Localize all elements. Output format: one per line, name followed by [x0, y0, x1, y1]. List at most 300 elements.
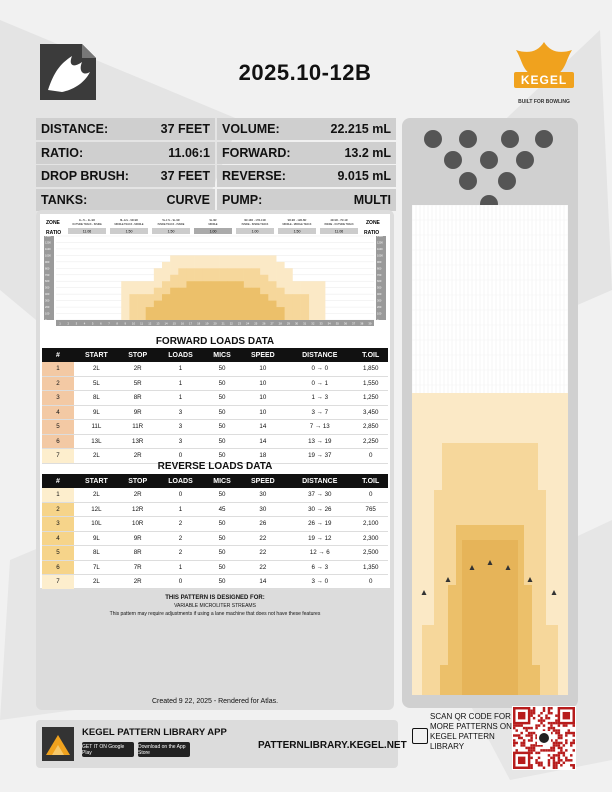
table-cell: 1: [157, 362, 205, 376]
oil-layer-inner: [219, 281, 227, 320]
table-row: [42, 531, 388, 546]
x-tick: 8: [116, 321, 118, 326]
qr-module: [543, 749, 545, 751]
qr-module: [528, 732, 530, 734]
qr-module: [548, 749, 550, 751]
qr-module: [530, 714, 532, 716]
x-tick: 33: [319, 321, 323, 326]
qr-module: [573, 764, 575, 766]
qr-module: [530, 752, 532, 754]
x-tick: 11: [140, 321, 144, 326]
table-cell: 1: [157, 376, 205, 391]
table-row: [42, 434, 388, 449]
table-cell: 30 → 26: [286, 502, 353, 517]
qr-module: [555, 767, 557, 769]
stat-row: [36, 189, 396, 211]
qr-module: [555, 744, 557, 746]
table-cell: 8L: [74, 391, 119, 406]
qr-module: [535, 759, 537, 761]
zone-sub: INSIDE TRACK - INSIDE: [157, 223, 185, 226]
y-tick: 100: [377, 312, 382, 316]
qr-module: [543, 767, 545, 769]
x-tick: 16: [180, 321, 184, 326]
x-tick: 5: [91, 321, 94, 326]
qr-module: [558, 754, 560, 756]
table-cell: 765: [353, 502, 388, 517]
y-tick: 400: [377, 293, 382, 297]
qr-module: [558, 724, 560, 726]
qr-module: [518, 737, 520, 739]
table-cell: 37 → 30: [286, 488, 353, 502]
table-cell: 12L: [74, 502, 119, 517]
column-header: SPEED: [240, 474, 286, 488]
qr-module: [528, 749, 530, 751]
qr-module: [530, 749, 532, 751]
qr-module: [545, 717, 547, 719]
qr-code[interactable]: [512, 706, 576, 770]
table-cell: 5R: [119, 376, 157, 391]
column-header: SPEED: [240, 348, 286, 362]
table-cell: 2: [157, 517, 205, 532]
forward-table-wrap: [42, 348, 388, 464]
qr-module: [560, 747, 562, 749]
table-cell: 10L: [74, 517, 119, 532]
y-tick: 1100: [377, 247, 383, 251]
table-cell: 0: [157, 488, 205, 502]
column-header: STOP: [119, 474, 157, 488]
oil-layer-middle: [129, 294, 137, 320]
qr-module: [530, 727, 532, 729]
table-cell: 1: [157, 502, 205, 517]
table-cell: 50: [204, 376, 239, 391]
library-url[interactable]: PATTERNLIBRARY.KEGEL.NET: [258, 740, 407, 751]
qr-module: [558, 757, 560, 759]
qr-module: [523, 742, 525, 744]
table-cell: 13R: [119, 434, 157, 449]
qr-module: [533, 732, 535, 734]
qr-module: [530, 744, 532, 746]
qr-module: [558, 742, 560, 744]
x-tick: 17: [188, 321, 193, 326]
qr-module: [565, 739, 567, 741]
zone-ratio: 1.50: [293, 229, 301, 234]
y-tick: 200: [377, 306, 382, 310]
zone-name: 9L-9R: [209, 219, 217, 222]
qr-module: [568, 732, 570, 734]
qr-module: [555, 742, 557, 744]
table-cell: 1: [42, 488, 74, 502]
qr-module: [573, 767, 575, 769]
table-cell: 3: [157, 405, 205, 420]
oil-layer-inner: [170, 288, 178, 320]
x-tick: 26: [262, 321, 266, 326]
qr-module: [538, 752, 540, 754]
table-cell: 11R: [119, 420, 157, 435]
y-tick: 100: [45, 312, 50, 316]
qr-module: [558, 729, 560, 731]
qr-scan-icon: [412, 728, 428, 744]
oil-layer-middle: [301, 294, 309, 320]
qr-module: [538, 719, 540, 721]
table-cell: 0: [353, 449, 388, 464]
qr-module: [568, 729, 570, 731]
qr-module: [515, 749, 517, 751]
table-cell: 22: [240, 531, 286, 546]
table-cell: 18: [240, 449, 286, 464]
qr-module: [555, 714, 557, 716]
table-cell: 5: [42, 546, 74, 561]
qr-module: [573, 749, 575, 751]
qr-module: [538, 714, 540, 716]
zone-sub: MIDDLE TRACK - MIDDLE: [114, 223, 144, 226]
qr-module: [565, 734, 567, 736]
table-cell: 2L: [74, 575, 119, 590]
qr-module: [528, 734, 530, 736]
table-cell: 12 → 6: [286, 546, 353, 561]
pattern-library-logo-icon: [38, 42, 98, 102]
bowling-pin: [516, 151, 534, 169]
y-tick: 400: [45, 293, 50, 297]
qr-module: [520, 732, 522, 734]
column-header: STOP: [119, 348, 157, 362]
qr-module: [555, 764, 557, 766]
x-tick: 7: [108, 321, 110, 326]
qr-module: [533, 747, 535, 749]
qr-module: [528, 739, 530, 741]
x-tick: 2: [67, 321, 70, 326]
qr-module: [548, 754, 550, 756]
qr-module: [558, 752, 560, 754]
table-cell: 2R: [119, 488, 157, 502]
table-cell: 14: [240, 420, 286, 435]
table-cell: 8R: [119, 546, 157, 561]
qr-module: [560, 737, 562, 739]
y-tick: 800: [377, 267, 382, 271]
zone-sub: INSIDE - OUTSIDE TRACK: [324, 223, 354, 226]
qr-finder: [518, 757, 525, 764]
qr-module: [513, 739, 515, 741]
column-header: DISTANCE: [286, 474, 353, 488]
stat-value: 13.2 mL: [344, 145, 391, 160]
oil-layer-inner: [227, 281, 235, 320]
qr-module: [555, 732, 557, 734]
qr-module: [533, 707, 535, 709]
oil-layer-inner: [252, 288, 260, 320]
qr-module: [548, 707, 550, 709]
table-cell: 26: [240, 517, 286, 532]
x-tick: 10: [131, 321, 136, 326]
column-header: T.OIL: [353, 474, 388, 488]
qr-module: [565, 759, 567, 761]
qr-module: [573, 724, 575, 726]
qr-module: [530, 709, 532, 711]
qr-module: [513, 742, 515, 744]
table-cell: 2R: [119, 575, 157, 590]
y-tick: 800: [45, 267, 50, 271]
qr-module: [538, 757, 540, 759]
column-header: DISTANCE: [286, 348, 353, 362]
qr-module: [558, 732, 560, 734]
oil-layer-middle: [284, 294, 292, 320]
y-tick: 300: [377, 299, 382, 303]
qr-module: [550, 712, 552, 714]
oil-layer-inner: [235, 281, 243, 320]
qr-module: [543, 724, 545, 726]
table-cell: 2,850: [353, 420, 388, 435]
table-cell: 0 → 0: [286, 362, 353, 376]
table-cell: 9R: [119, 531, 157, 546]
reverse-title: REVERSE LOADS DATA: [157, 461, 273, 472]
qr-module: [520, 742, 522, 744]
bowling-pin: [459, 172, 477, 190]
table-cell: 2R: [119, 449, 157, 464]
table-row: [42, 575, 388, 590]
qr-module: [573, 742, 575, 744]
qr-module: [553, 749, 555, 751]
table-cell: 3,450: [353, 405, 388, 420]
table-cell: 13 → 19: [286, 434, 353, 449]
qr-module: [525, 734, 527, 736]
table-cell: 6: [42, 434, 74, 449]
table-cell: 2L: [74, 362, 119, 376]
qr-module: [530, 734, 532, 736]
qr-module: [570, 754, 572, 756]
y-tick: 700: [45, 273, 50, 277]
bowling-pin: [535, 130, 553, 148]
table-cell: 1,250: [353, 391, 388, 406]
qr-module: [550, 727, 552, 729]
table-cell: 4: [42, 531, 74, 546]
app-store-button[interactable]: Download on the App Store: [138, 742, 190, 757]
google-play-button[interactable]: GET IT ON Google Play: [82, 742, 134, 757]
bowling-pin: [424, 130, 442, 148]
table-cell: 10: [240, 391, 286, 406]
qr-module: [520, 744, 522, 746]
table-row: [42, 420, 388, 435]
x-tick: 31: [303, 321, 307, 326]
qr-module: [568, 759, 570, 761]
column-header: #: [42, 348, 74, 362]
qr-module: [523, 727, 525, 729]
qr-module: [550, 747, 552, 749]
qr-module: [513, 727, 515, 729]
table-cell: 10R: [119, 517, 157, 532]
zone-ratio: 11.06: [334, 229, 344, 234]
qr-module: [563, 762, 565, 764]
table-cell: 5: [42, 420, 74, 435]
oil-layer-outer: [309, 281, 317, 320]
qr-module: [553, 729, 555, 731]
y-tick: 1100: [45, 247, 51, 251]
x-tick: 34: [327, 321, 331, 326]
table-cell: 13L: [74, 434, 119, 449]
table-cell: 0 → 1: [286, 376, 353, 391]
x-tick: 9: [124, 321, 127, 326]
table-cell: 0: [353, 575, 388, 590]
qr-module: [548, 717, 550, 719]
qr-module: [553, 764, 555, 766]
x-tick: 6: [100, 321, 102, 326]
qr-module: [533, 709, 535, 711]
table-cell: 2: [42, 376, 74, 391]
oil-layer-middle: [138, 294, 146, 320]
table-cell: 7R: [119, 560, 157, 575]
x-tick: 18: [197, 321, 201, 326]
qr-module: [555, 729, 557, 731]
qr-module: [513, 744, 515, 746]
table-cell: 1: [157, 391, 205, 406]
table-cell: 50: [204, 546, 239, 561]
table-cell: 5L: [74, 376, 119, 391]
qr-module: [548, 709, 550, 711]
qr-module: [570, 742, 572, 744]
table-cell: 3 → 0: [286, 575, 353, 590]
y-tick: 1000: [45, 254, 51, 258]
oil-layer-inner: [211, 281, 219, 320]
qr-module: [553, 754, 555, 756]
x-tick: 20: [213, 321, 217, 326]
table-cell: 2,100: [353, 517, 388, 532]
qr-module: [545, 714, 547, 716]
bowling-pin: [459, 130, 477, 148]
oil-layer-inner: [276, 307, 284, 320]
table-cell: 50: [204, 517, 239, 532]
stat-label: REVERSE:: [222, 169, 286, 183]
qr-module: [535, 752, 537, 754]
table-row: [42, 405, 388, 420]
bowling-pin: [444, 151, 462, 169]
x-tick: 12: [148, 321, 152, 326]
stat-label: TANKS:: [41, 192, 88, 207]
qr-module: [558, 744, 560, 746]
x-tick: 22: [229, 321, 233, 326]
table-cell: 2L: [74, 449, 119, 464]
qr-module: [530, 737, 532, 739]
forward-loads-table: [42, 348, 388, 464]
x-tick: 35: [335, 321, 339, 326]
x-tick: 39: [368, 321, 372, 326]
qr-module: [570, 732, 572, 734]
qr-module: [553, 744, 555, 746]
x-tick: 4: [83, 321, 86, 326]
qr-module: [518, 724, 520, 726]
table-cell: 30: [240, 488, 286, 502]
qr-module: [515, 742, 517, 744]
qr-module: [548, 712, 550, 714]
qr-module: [555, 722, 557, 724]
qr-module: [515, 729, 517, 731]
table-cell: 14: [240, 434, 286, 449]
qr-module: [540, 764, 542, 766]
qr-module: [515, 734, 517, 736]
table-cell: 50: [204, 531, 239, 546]
qr-module: [560, 749, 562, 751]
qr-module: [555, 739, 557, 741]
table-row: [42, 502, 388, 517]
y-tick: 1200: [377, 241, 383, 245]
table-cell: 2,500: [353, 546, 388, 561]
bowling-pin: [480, 151, 498, 169]
table-cell: 50: [204, 488, 239, 502]
qr-module: [573, 732, 575, 734]
stat-label: DROP BRUSH:: [41, 169, 129, 183]
column-header: MICS: [204, 474, 239, 488]
stat-value: 22.215 mL: [330, 122, 391, 136]
zone-sub: OUTSIDE TRACK - INSIDE: [72, 223, 102, 226]
qr-logo-icon: [539, 733, 549, 743]
x-tick: 28: [278, 321, 282, 326]
designed-for-heading: THIS PATTERN IS DESIGNED FOR:: [165, 595, 265, 601]
table-cell: 2: [42, 502, 74, 517]
qr-module: [573, 734, 575, 736]
qr-module: [560, 759, 562, 761]
zone-label: ZONE: [46, 220, 60, 226]
zone-ratio: 11.06: [82, 229, 92, 234]
table-cell: 11L: [74, 420, 119, 435]
table-cell: 3 → 7: [286, 405, 353, 420]
qr-module: [540, 762, 542, 764]
qr-module: [520, 724, 522, 726]
qr-module: [555, 719, 557, 721]
table-cell: 3: [42, 517, 74, 532]
table-cell: 10: [240, 362, 286, 376]
qr-module: [560, 764, 562, 766]
qr-module: [513, 734, 515, 736]
table-cell: 2,300: [353, 531, 388, 546]
table-cell: 1 → 3: [286, 391, 353, 406]
qr-module: [538, 764, 540, 766]
table-row: [42, 391, 388, 406]
qr-module: [563, 754, 565, 756]
table-cell: 6 → 3: [286, 560, 353, 575]
y-tick: 500: [377, 286, 382, 290]
lane-oil-graphic: [412, 205, 568, 695]
qr-module: [535, 724, 537, 726]
oil-layer-inner: [146, 307, 154, 320]
y-tick: 900: [377, 260, 382, 264]
qr-module: [550, 724, 552, 726]
table-cell: 45: [204, 502, 239, 517]
zone-name: 5L-17L - 9L-9R: [162, 219, 180, 222]
table-cell: 7 → 13: [286, 420, 353, 435]
zone-sub: MIDDLE - MIDDLE TRACK: [282, 223, 312, 226]
created-note: Created 9 22, 2025 - Rendered for Atlas.: [151, 698, 279, 705]
table-cell: 9R: [119, 405, 157, 420]
qr-module: [533, 712, 535, 714]
forward-title: FORWARD LOADS DATA: [155, 336, 275, 347]
qr-module: [528, 727, 530, 729]
qr-module: [533, 744, 535, 746]
table-row: [42, 488, 388, 502]
qr-module: [550, 749, 552, 751]
pattern-app-icon[interactable]: [42, 727, 74, 761]
qr-module: [565, 749, 567, 751]
y-tick: 600: [377, 280, 382, 284]
table-cell: 12R: [119, 502, 157, 517]
qr-module: [518, 734, 520, 736]
stat-label: RATIO:: [41, 145, 84, 160]
qr-module: [520, 737, 522, 739]
x-tick: 13: [156, 321, 160, 326]
y-tick: 0: [377, 319, 379, 322]
qr-module: [530, 739, 532, 741]
y-tick: 600: [45, 280, 50, 284]
zone-ratio: 1.00: [209, 229, 217, 234]
table-cell: 8R: [119, 391, 157, 406]
qr-module: [535, 762, 537, 764]
qr-module: [540, 749, 542, 751]
table-cell: 7L: [74, 560, 119, 575]
